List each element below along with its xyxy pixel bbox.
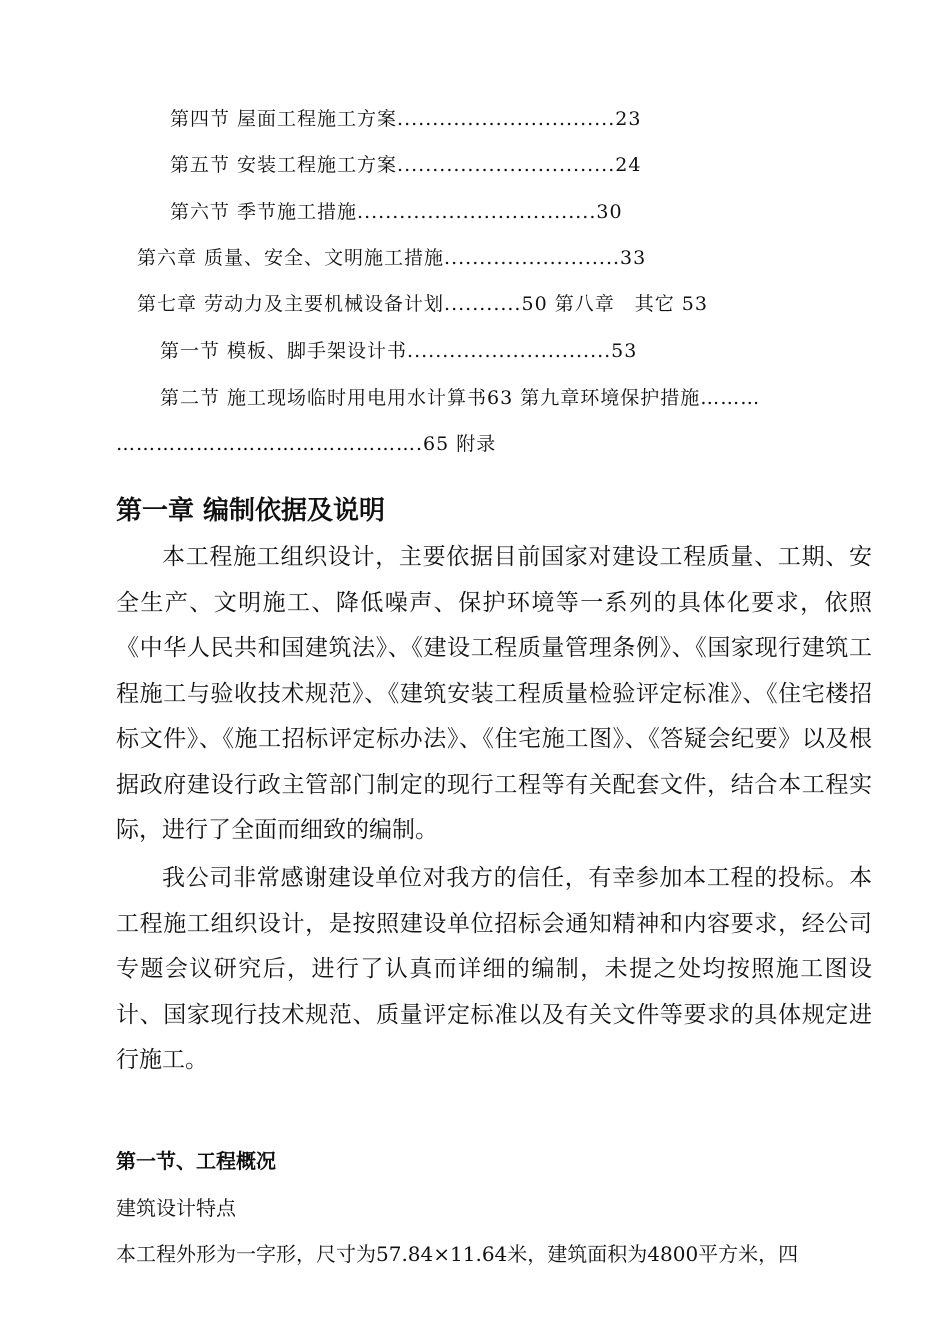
- body-text-line: 本工程外形为一字形，尺寸为57.84×11.64米，建筑面积为4800平方米，四: [116, 1242, 799, 1266]
- toc-entry[interactable]: 第六节 季节施工措施..................................30: [170, 201, 623, 223]
- subsection-label: 建筑设计特点: [116, 1196, 236, 1220]
- toc-entry[interactable]: 第五节 安装工程施工方案...............................24: [170, 154, 642, 176]
- section-title: 第一节、工程概况: [116, 1149, 276, 1173]
- toc-entry[interactable]: 第二节 施工现场临时用电用水计算书63 第九章环境保护措施………: [160, 387, 761, 409]
- body-paragraph: 本工程施工组织设计，主要依据目前国家对建设工程质量、工期、安全生产、文明施工、降低噪声、保护环境等一系列的具体化要求，依照《中华人民共和国建筑法》、《建设工程质量管理条例》、《国家现行建筑工程施工与验收技术规范》、《建筑安装工程质量检验评定标准》、《住宅楼招标文件》、《施工招标评定标办法》、《住宅施工图》、《答疑会纪要》以及根据政府建设行政主管部门制定的现行工程等有关配套文件，结合本工程实际，进行了全面而细致的编制。: [116, 544, 872, 843]
- toc-entry[interactable]: 第一节 模板、脚手架设计书.............................53: [160, 340, 638, 362]
- chapter-title: 第一章 编制依据及说明: [116, 496, 386, 526]
- toc-entry[interactable]: 第七章 劳动力及主要机械设备计划...........50 第八章 其它 53: [137, 293, 708, 315]
- body-paragraph: 我公司非常感谢建设单位对我方的信任，有幸参加本工程的投标。本工程施工组织设计，是按照建设单位招标会通知精神和内容要求，经公司专题会议研究后，进行了认真而详细的编制，未提之处均按照施工图设计、国家现行技术规范、质量评定标准以及有关文件等要求的具体规定进行施工。: [116, 865, 872, 1073]
- toc-entry[interactable]: ……………………………………….65 附录: [116, 433, 497, 455]
- toc-entry[interactable]: 第四节 屋面工程施工方案...............................23: [170, 108, 642, 130]
- toc-entry[interactable]: 第六章 质量、安全、文明施工措施.........................33: [137, 247, 647, 269]
